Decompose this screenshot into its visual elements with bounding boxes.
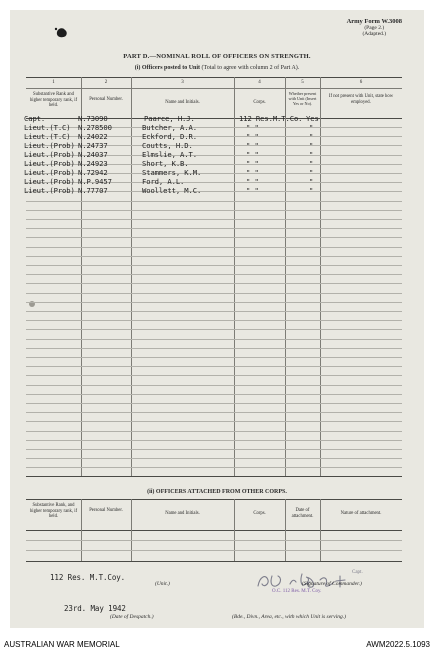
row-corps: " " [246,123,259,132]
row-number: N.278500 [78,123,112,132]
ruled-line [26,210,402,211]
row-rank: Capt. [24,114,46,123]
ruled-line [26,320,402,321]
row-rank: Lieut.(Prob) [24,159,75,168]
ruled-line [26,348,402,349]
header2-date: Date of attachment. [291,508,314,519]
ruled-line [26,329,402,330]
row-name: Eckford, D.R. [142,132,197,141]
section2-title: (ii) OFFICERS ATTACHED FROM OTHER CORPS. [147,489,287,495]
ruled-line [26,274,402,275]
ruled-line [26,311,402,312]
section1-title-bold: (i) Officers posted to Unit [134,65,201,71]
form-status: (Adapted.) [362,31,387,37]
header2-rank: Substantive Rank, and higher temporary rank, if held. [29,503,78,519]
ruled-line [26,550,402,551]
signature-rank: Capt. [352,570,363,575]
column-number-divider [26,88,402,89]
table1-bottom-border [26,476,402,477]
row-name: Coutts, H.D. [142,141,193,150]
header-employed: If not present with Unit, state how employed. [328,94,394,105]
form-sheet [10,10,424,628]
table2-col-divider [320,499,321,561]
row-rank: Lieut.(T.C) [24,132,71,141]
row-rank: Lieut.(Prob) [24,141,75,150]
row-rank: Lieut.(Prob) [24,177,75,186]
row-present: " [309,177,314,186]
table2-header-bottom [26,530,402,531]
row-corps: " " [246,177,259,186]
row-name: Woollett, M.C. [142,186,202,195]
row-present: " [309,141,314,150]
row-name: Stammers, K.M. [142,168,202,177]
ruled-line [26,403,402,404]
caption-accession: AWM2022.5.1093 [366,640,430,649]
ruled-line [26,228,402,229]
row-number: N.73090 [78,114,108,123]
ruled-line [26,458,402,459]
ruled-line [26,375,402,376]
ruled-line [26,201,402,202]
row-corps: " " [246,168,259,177]
row-corps: " " [246,132,259,141]
header2-name: Name and Initials. [165,511,200,516]
row-corps: " " [246,159,259,168]
row-present: " [309,168,314,177]
ruled-line [26,237,402,238]
column-number: 1 [52,80,55,85]
ruled-line [26,394,402,395]
ruled-line [26,283,402,284]
row-name: Elmslie, A.T. [142,150,197,159]
row-present: " [309,132,314,141]
unit-value: 112 Res. M.T.Coy. [50,573,126,582]
ruled-line [26,412,402,413]
row-corps: " " [246,186,259,195]
ruled-line [26,385,402,386]
army-form-number: Army Form W.3008 [346,18,402,25]
column-number: 3 [181,80,184,85]
caption-source: AUSTRALIAN WAR MEMORIAL [4,640,120,649]
ruled-line [26,293,402,294]
row-number: N.72942 [78,168,108,177]
part-title: PART D.—NOMINAL ROLL OF OFFICERS ON STRENGTH. [123,53,311,60]
table2-top-border [26,499,402,500]
row-number: N.P.9457 [78,177,112,186]
column-number: 4 [258,80,261,85]
commander-stamp: O.C. 112 Res. M.T. Coy. [272,589,322,594]
table2-bottom-border [26,561,402,562]
form-page: (Page 2.) [364,25,385,31]
ruled-line [26,366,402,367]
row-corps: " " [246,141,259,150]
row-number: N.24022 [78,132,108,141]
header2-nature: Nature of attachment. [340,511,382,516]
ruled-line [26,265,402,266]
row-present: " [309,150,314,159]
section1-title [10,65,424,71]
row-name: Short, K.B. [142,159,189,168]
header-name: Name and Initials. [165,100,200,105]
header2-corps: Corps. [253,511,266,516]
header-present: Whether present with Unit (Insert Yes or No). [288,91,317,106]
ruled-line [26,449,402,450]
ruled-line [26,339,402,340]
table2-col-divider [234,499,235,561]
row-rank: Lieut.(Prob) [24,186,75,195]
table2-col-divider [131,499,132,561]
ink-blot [54,26,70,40]
row-number: N.24037 [78,150,108,159]
row-corps: 112 Res.M.T.Co. [239,114,303,123]
row-rank: Lieut.(Prob) [24,150,75,159]
row-name: Butcher, A.A. [142,123,197,132]
ruled-line [26,540,402,541]
ruled-line [26,357,402,358]
ruled-line [26,302,402,303]
despatch-date-value: 23rd. May 1942 [64,604,126,613]
section1-title-rest: (Total to agree with column 2 of Part A). [200,65,300,71]
row-present: " [309,186,314,195]
row-rank: Lieut.(Prob) [24,168,75,177]
ruled-line [26,256,402,257]
bde-label: (Bde., Divn., Area, etc., with which Unit is serving.) [232,614,346,620]
row-name: Ford, A.L. [142,177,185,186]
row-name: Paarce, H.J. [144,114,195,123]
row-rank: Lieut.(T.C) [24,123,71,132]
ruled-line [26,219,402,220]
signature-label: (Signature of Commander.) [302,581,362,587]
ruled-line [26,421,402,422]
row-present: Yes [306,114,319,123]
header2-personal-number: Personal Number. [89,508,123,513]
column-number: 6 [359,80,363,85]
row-number: N.24737 [78,141,108,150]
ruled-line [26,431,402,432]
row-present: " [309,123,314,132]
row-number: N.77707 [78,186,108,195]
table2-col-divider [81,499,82,561]
header-corps: Corps. [253,100,266,105]
column-number: 2 [104,80,108,85]
column-number: 5 [301,80,304,85]
header-rank: Substantive Rank and higher temporary rank, if held. [29,92,78,108]
ruled-line [26,440,402,441]
row-corps: " " [246,150,259,159]
unit-label: (Unit.) [155,581,170,587]
table1-top-border [26,77,402,78]
ruled-line [26,467,402,468]
row-present: " [309,159,314,168]
army-form-reference [347,18,402,37]
header-personal-number: Personal Number. [89,97,123,102]
despatch-date-label: (Date of Despatch.) [110,614,154,620]
row-number: N.24923 [78,159,108,168]
ruled-line [26,247,402,248]
